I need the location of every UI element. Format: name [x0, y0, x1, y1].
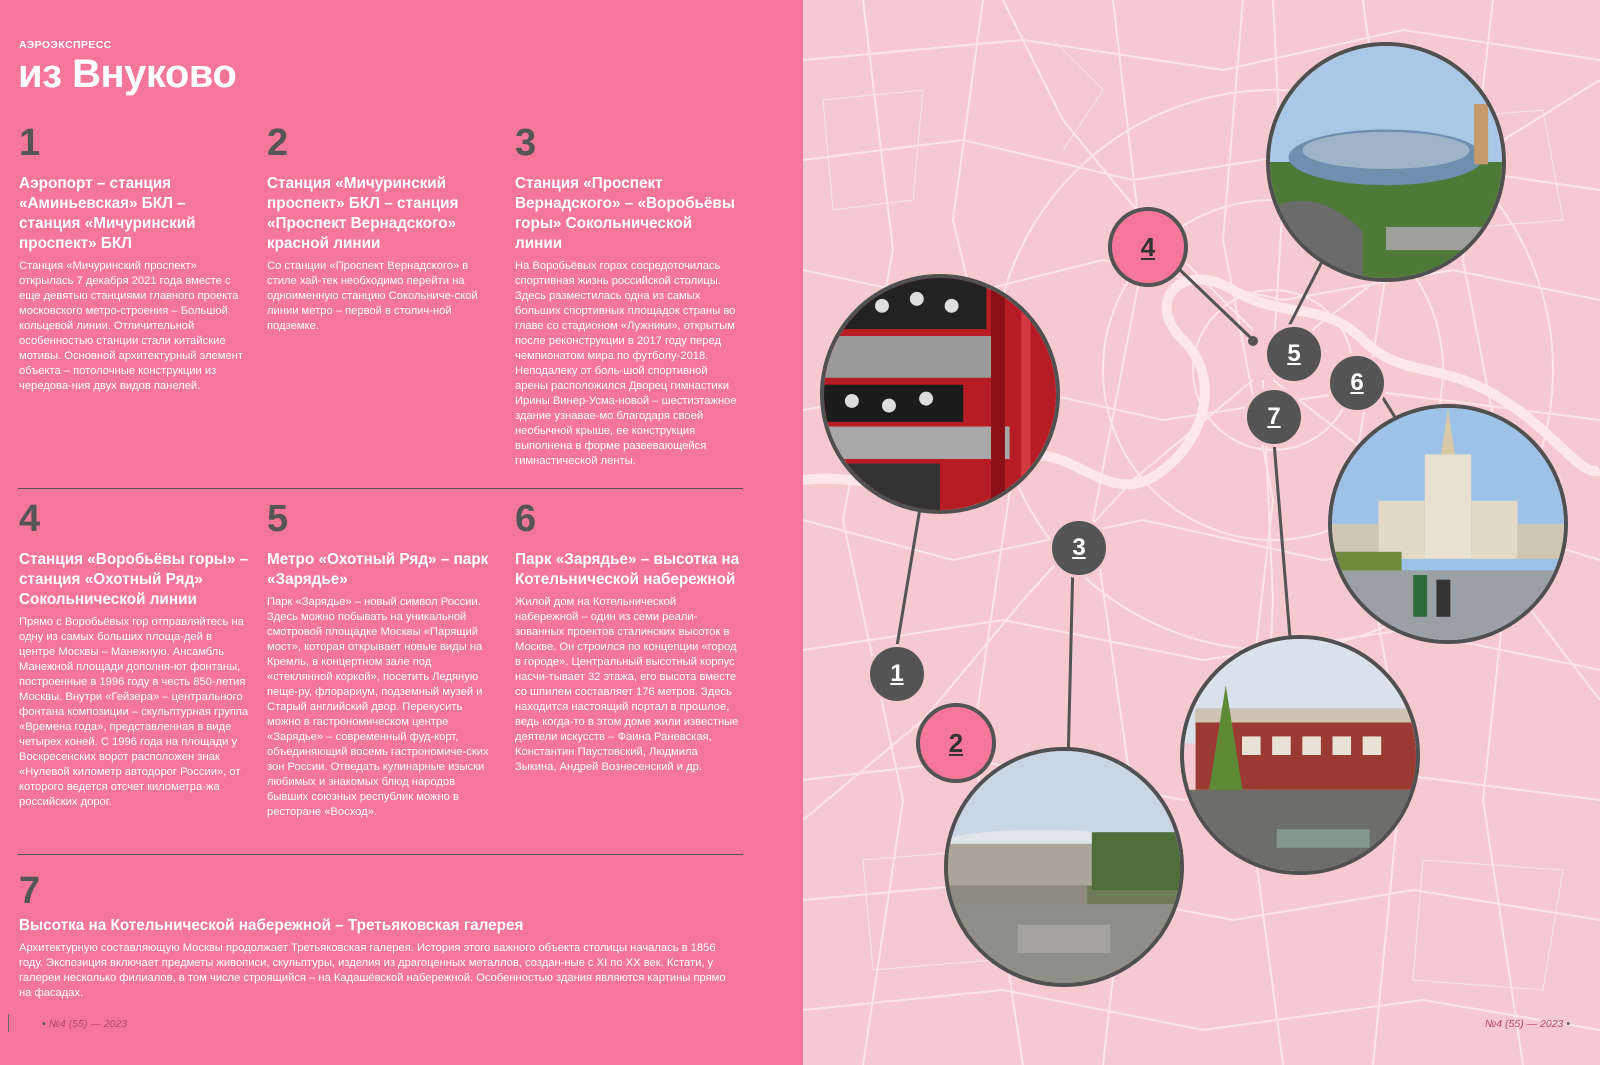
- section-heading: Станция «Воробьёвы горы» – станция «Охотный Ряд» Сокольнической линии: [19, 551, 249, 608]
- section-number: 4: [19, 498, 41, 540]
- map-marker-2[interactable]: 2: [916, 703, 996, 783]
- section-heading: Парк «Зарядье» – высотка на Котельнической набережной: [515, 551, 740, 588]
- section-4: [19, 500, 251, 810]
- section-1: [19, 124, 251, 394]
- section-7: [19, 872, 739, 1001]
- section-body: Парк «Зарядье» – новый символ России. Здесь можно побывать на уникальной смотровой площадке Москвы «Парящий мост», которая открывает новые виды на Кремль, в концертном зале под «стеклянной коркой», посетить Ледяную пеще-ру, флорариум, подземный музей и Старый английский двор. Перекусить можно в гастрономическом центре «Зарядье» – современный фуд-корт, объединяющий восемь гастрономиче-ских зон России. Отведать кулинарные изыски любимых и знакомых блюд народов бывших союзных республик можно в ресторане «Восход».: [267, 596, 489, 818]
- photo-luzhniki-stadium: [944, 747, 1184, 987]
- chinese-ornament-image: [824, 278, 1056, 510]
- map-marker-6[interactable]: 6: [1327, 353, 1387, 413]
- section-body: Жилой дом на Котельнической набережной – один из семи реали-зованных проектов сталинских высоток в Москве. Он строился по концепции «город в городе». Центральный высотный корпус насчи-тывает 32 этажа, его высота вместе со шпилем составляет 176 метров. Здесь находится настоящий портал в прошлое, ведь когда-то в этом доме жили известные деятели искусств – Фаина Раневская, Константин Паустовский, Людмила Зыкина, Андрей Вознесенский и др.: [515, 596, 739, 773]
- footer-issue-right: №4 (55) — 2023 •: [1484, 1018, 1570, 1030]
- footer-issue: • №4 (55) — 2023: [42, 1018, 128, 1030]
- section-body: Станция «Мичуринский проспект» открылась 7 декабря 2021 года вместе с еще девятью станциями главного проекта московского метро-строения – Большой кольцевой линии. Отличительной особенностью станции стали китайские мотивы. Основной архитектурный элемент объекта – потолочные конструкции из чередова-ния двух видов панелей.: [19, 260, 243, 392]
- map-marker-7[interactable]: 7: [1244, 387, 1304, 447]
- map-marker-1[interactable]: 1: [867, 644, 927, 704]
- map-page: [803, 0, 1600, 1065]
- section-number: 3: [515, 122, 537, 164]
- gallery-image: [1184, 639, 1416, 871]
- section-heading: Высотка на Котельнической набережной – Третьяковская галерея: [19, 917, 524, 934]
- section-number: 5: [267, 498, 289, 540]
- section-number: 6: [515, 498, 537, 540]
- divider: [18, 854, 743, 855]
- section-body: Прямо с Воробьёвых гор отправляйтесь на одну из самых больших площа-дей в центре Москвы – Манежную. Ансамбль Манежной площади дополня-ют фонтаны, построенные в 1996 году в честь 850-летия Москвы. Внутри «Гейзера» – центрального фонтана композиции – скульптурная группа «Времена года», представленная в виде четырех коней. С 1996 года на площади у Воскресенских ворот расположен знак «Нулевой километр автодорог России», от которого ведется отсчет километра-жа российских дорог.: [19, 616, 249, 808]
- section-body: На Воробьёвых горах сосредоточилась спортивная жизнь российской столицы. Здесь разместилась одна из самых больших спортивных площадок страны во главе со стадионом «Лужники», открытым после реконструкции в 2017 году перед чемпионатом мира по футболу-2018. Неподалеку от боль-шой спортивной арены расположился Дворец гимнастики Ирины Винер-Усма-новой – шестиэтажное здание узнавае-мо благодаря своей необычной крыше, ее конструкция выполнена в форме развевающейся гимнастической ленты.: [515, 260, 737, 467]
- map-marker-3[interactable]: 3: [1049, 518, 1109, 578]
- section-6: [515, 500, 741, 775]
- kicker: АЭРОЭКСПРЕСС: [19, 39, 112, 51]
- section-body: Со станции «Проспект Вернадского» в стиле хай-тек необходимо перейти на одноименную станцию Сокольниче-ской линии метро – первой в столич-ной подземке.: [267, 260, 478, 332]
- section-3: [515, 124, 741, 469]
- footer-issue-right-text: №4 (55) — 2023: [1484, 1018, 1564, 1030]
- footer-issue-text: №4 (55) — 2023: [48, 1018, 128, 1030]
- section-number: 1: [19, 122, 41, 164]
- section-number: 2: [267, 122, 289, 164]
- section-heading: Аэропорт – станция «Аминьевская» БКЛ – станция «Мичуринский проспект» БКЛ: [19, 175, 196, 252]
- map-marker-4[interactable]: 4: [1108, 207, 1188, 287]
- divider: [18, 488, 743, 489]
- highrise-image: [1332, 408, 1564, 640]
- section-2: [267, 124, 499, 334]
- section-5: [267, 500, 499, 820]
- section-number: 7: [19, 870, 41, 912]
- photo-zaryadye-park: [1266, 42, 1506, 282]
- section-heading: Станция «Проспект Вернадского» – «Воробьёвы горы» Сокольнической линии: [515, 175, 735, 252]
- section-heading: Метро «Охотный Ряд» – парк «Зарядье»: [267, 551, 489, 588]
- section-heading: Станция «Мичуринский проспект» БКЛ – станция «Проспект Вернадского» красной линии: [267, 175, 459, 252]
- page-title: из Внуково: [18, 52, 237, 96]
- zaryadye-image: [1270, 46, 1502, 278]
- photo-chinese-ornament-station: [820, 274, 1060, 514]
- map-marker-5[interactable]: 5: [1264, 324, 1324, 384]
- photo-kotelnicheskaya-highrise: [1328, 404, 1568, 644]
- photo-tretyakov-gallery: [1180, 635, 1420, 875]
- page-edge-mark: [8, 1014, 9, 1032]
- section-body: Архитектурную составляющую Москвы продолжает Третьяковская галерея. История этого важного объекта столицы началась в 1856 году. Экспозиция включает предметы живописи, скульптуры, изделия из драгоценных металлов, создан-ные с XI по XX век. Кстати, у галереи несколько филиалов, в том числе строящийся – на Кадашёвской набережной. Особенностью здания являются картины прямо на фасадах.: [19, 942, 726, 999]
- stadium-image: [948, 751, 1180, 983]
